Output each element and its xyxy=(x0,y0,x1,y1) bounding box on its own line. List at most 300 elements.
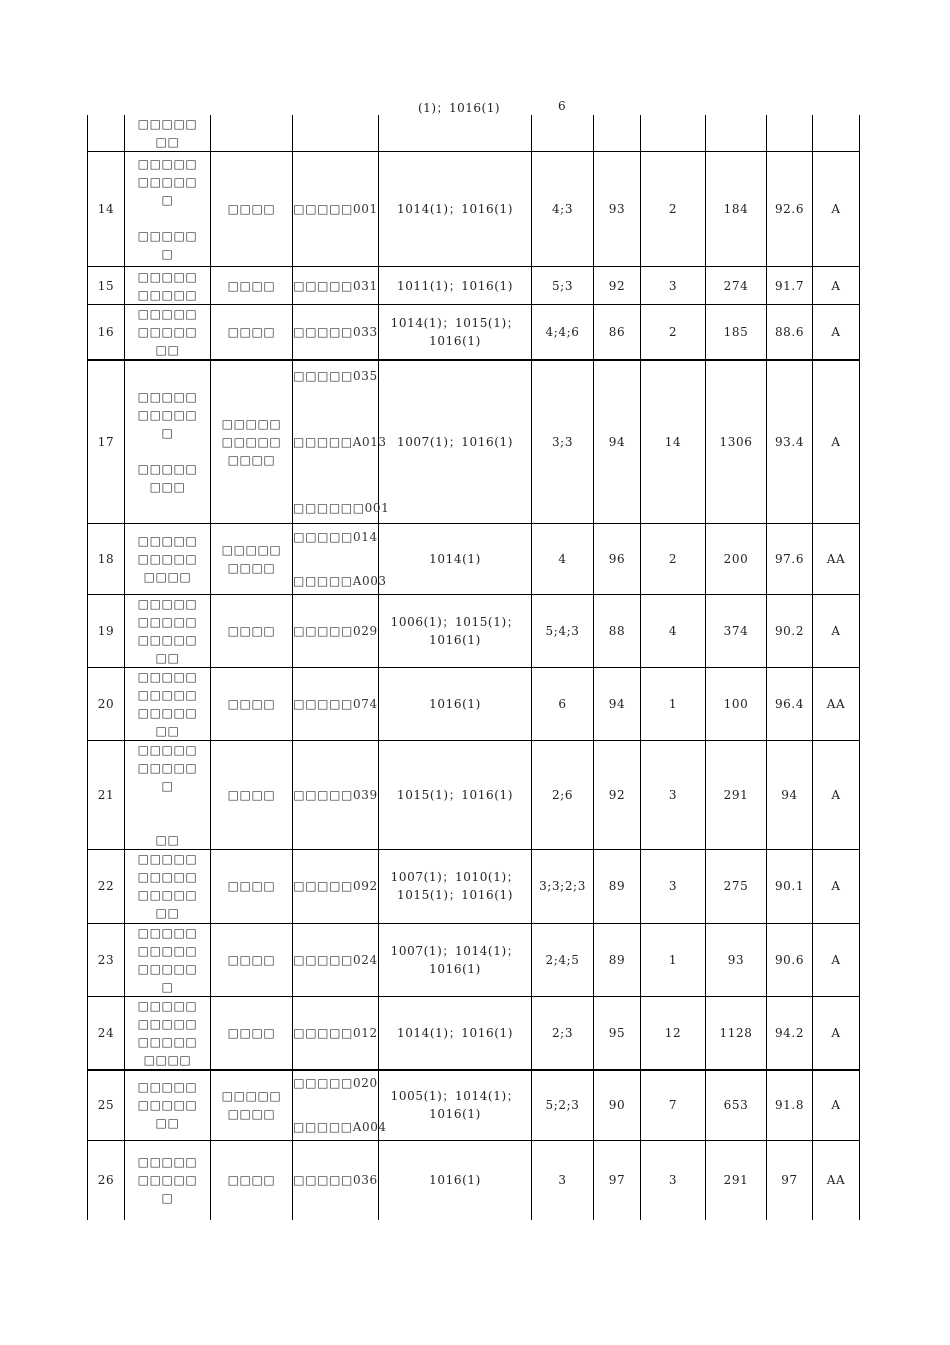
unit-line: □□ xyxy=(155,723,180,738)
problems-value: 1005(1)；1014(1)；1016(1) xyxy=(390,1089,520,1122)
total-value: 88 xyxy=(608,623,626,638)
count-cell xyxy=(641,360,706,523)
table-body xyxy=(88,115,860,1220)
code-line: □□□□□A013 xyxy=(293,434,387,449)
scores-value: 3;3 xyxy=(551,434,574,449)
unit-code-cell xyxy=(293,523,387,594)
total-cell xyxy=(594,740,641,849)
sum-cell xyxy=(706,360,767,523)
grade-value: A xyxy=(831,879,841,893)
unit-line: □□□□□ xyxy=(137,852,198,866)
unit-name-cell xyxy=(125,1070,211,1140)
unit-line: □ xyxy=(161,425,174,440)
avg-value: 90.2 xyxy=(774,623,805,638)
unit-code-cell xyxy=(293,740,379,849)
avg-value: 91.8 xyxy=(774,1098,805,1113)
unit-line: □□□□□ xyxy=(137,461,198,476)
table-row xyxy=(88,667,860,740)
code-line: □□□□□A004 xyxy=(293,1120,387,1135)
no-value: 14 xyxy=(97,202,115,216)
type-line: □□□□ xyxy=(227,623,276,638)
unit-type-cell xyxy=(211,740,293,849)
problems-cell xyxy=(379,1070,532,1140)
avg-value: 96.4 xyxy=(774,696,805,711)
scores-value: 2;6 xyxy=(551,787,574,802)
count-cell xyxy=(641,1070,706,1140)
no-cell xyxy=(88,152,125,267)
count-value: 14 xyxy=(664,434,682,449)
scores-value: 2;4;5 xyxy=(545,952,580,967)
problems-value: 1014(1)；1016(1) xyxy=(396,202,514,216)
total-cell xyxy=(594,115,641,152)
sum-cell xyxy=(706,740,767,849)
code-line: □□□□□001 xyxy=(293,202,378,216)
unit-line: □□□□ xyxy=(143,1052,192,1067)
count-cell xyxy=(641,152,706,267)
grade-cell xyxy=(813,667,860,740)
no-cell xyxy=(88,360,125,523)
count-value: 2 xyxy=(668,551,678,566)
avg-cell xyxy=(767,1070,813,1140)
unit-line: □ xyxy=(161,193,174,207)
count-cell xyxy=(641,923,706,996)
problems-cell xyxy=(379,152,532,267)
count-value: 2 xyxy=(668,325,678,339)
unit-name-cell xyxy=(125,996,211,1070)
total-value: 90 xyxy=(608,1098,626,1113)
avg-cell xyxy=(767,523,813,594)
unit-line: □ xyxy=(161,979,174,994)
code-line: □□□□□039 xyxy=(293,787,378,802)
type-line: □□□□ xyxy=(227,696,276,711)
unit-type-cell xyxy=(211,667,293,740)
no-cell xyxy=(88,1070,125,1140)
unit-line: □□□□□ xyxy=(137,742,198,757)
no-cell xyxy=(88,667,125,740)
problems-value: 1014(1)；1016(1) xyxy=(396,1025,514,1040)
no-cell xyxy=(88,740,125,849)
sum-value: 93 xyxy=(727,952,745,967)
sum-cell xyxy=(706,923,767,996)
unit-line: □□□□□ xyxy=(137,596,198,611)
count-cell xyxy=(641,996,706,1070)
total-cell xyxy=(594,305,641,361)
avg-cell xyxy=(767,667,813,740)
sum-value: 100 xyxy=(723,696,749,711)
total-value: 96 xyxy=(608,551,626,566)
unit-type-cell xyxy=(211,594,293,667)
code-line: □□□□□A003 xyxy=(293,573,387,588)
table-row xyxy=(88,267,860,305)
total-value: 97 xyxy=(608,1173,626,1188)
total-value: 95 xyxy=(608,1025,626,1040)
unit-code-cell xyxy=(293,305,379,361)
avg-value: 92.6 xyxy=(774,202,805,216)
count-value: 2 xyxy=(668,202,678,216)
no-value: 19 xyxy=(97,623,115,638)
scores-cell xyxy=(532,923,594,996)
sum-cell xyxy=(706,849,767,923)
problems-cell xyxy=(379,594,532,667)
unit-name-cell xyxy=(125,360,211,523)
no-value: 21 xyxy=(97,787,115,802)
problems-cell xyxy=(379,305,532,361)
problems-value: 1007(1)；1014(1)；1016(1) xyxy=(390,943,520,976)
count-cell xyxy=(641,667,706,740)
no-cell xyxy=(88,523,125,594)
unit-line: □□□□□ xyxy=(137,1080,198,1095)
avg-value: 90.1 xyxy=(774,879,805,893)
scores-value: 4;3 xyxy=(551,202,574,216)
avg-value: 93.4 xyxy=(774,434,805,449)
count-cell xyxy=(641,740,706,849)
unit-line: □□□ xyxy=(149,479,186,494)
avg-value: 94 xyxy=(781,787,798,802)
scores-cell xyxy=(532,594,594,667)
table-row xyxy=(88,594,860,667)
code-line: □□□□□014 xyxy=(293,529,378,544)
unit-line: □□□□□ xyxy=(137,175,198,189)
total-value: 92 xyxy=(608,787,626,802)
type-line: □□□□□ xyxy=(221,416,282,431)
unit-type-cell xyxy=(211,115,293,152)
count-value: 1 xyxy=(668,696,678,711)
type-line: □□□□□ xyxy=(221,1089,282,1104)
unit-name-cell xyxy=(125,667,211,740)
sum-cell xyxy=(706,667,767,740)
count-cell xyxy=(641,594,706,667)
count-value: 4 xyxy=(668,623,678,638)
unit-type-cell xyxy=(211,360,293,523)
unit-line: □□□□□ xyxy=(137,325,198,339)
problems-value: 1016(1) xyxy=(429,1173,481,1188)
problems-value: 1015(1)；1016(1) xyxy=(396,787,514,802)
count-value: 3 xyxy=(668,879,678,893)
unit-line xyxy=(125,813,210,831)
grade-cell xyxy=(813,152,860,267)
avg-value: 88.6 xyxy=(774,325,805,339)
unit-type-cell xyxy=(211,152,293,267)
problems-cell xyxy=(379,996,532,1070)
no-cell xyxy=(88,594,125,667)
scores-cell xyxy=(532,152,594,267)
total-cell xyxy=(594,667,641,740)
table-row xyxy=(88,360,860,523)
avg-cell xyxy=(767,152,813,267)
no-value: 23 xyxy=(97,952,115,967)
unit-line: □□ xyxy=(155,832,180,847)
scores-value: 5;4;3 xyxy=(545,623,580,638)
type-line: □□□□ xyxy=(227,787,276,802)
problems-cell xyxy=(379,523,532,594)
no-value: 16 xyxy=(97,325,115,339)
no-value: 18 xyxy=(97,551,115,566)
unit-line: □□□□□ xyxy=(137,614,198,629)
type-line: □□□□ xyxy=(227,1025,276,1040)
total-cell xyxy=(594,849,641,923)
scores-cell xyxy=(532,849,594,923)
grade-cell xyxy=(813,594,860,667)
type-line: □□□□ xyxy=(227,452,276,467)
unit-line: □□□□□ xyxy=(137,1016,198,1031)
total-value: 89 xyxy=(608,879,626,893)
problems-cell xyxy=(379,667,532,740)
type-line: □□□□ xyxy=(227,560,276,575)
problems-value: 1011(1)；1016(1) xyxy=(396,278,514,293)
type-line: □□□□ xyxy=(227,202,276,216)
type-line: □□□□ xyxy=(227,325,276,339)
grade-value: A xyxy=(831,278,841,293)
total-value: 93 xyxy=(608,202,626,216)
unit-line: □□□□ xyxy=(143,569,192,584)
count-value: 12 xyxy=(664,1025,682,1040)
avg-value: 97.6 xyxy=(774,551,805,566)
unit-type-cell xyxy=(211,1140,293,1220)
total-cell xyxy=(594,523,641,594)
unit-name-cell xyxy=(125,740,211,849)
scores-cell xyxy=(532,523,594,594)
unit-line: □ xyxy=(161,778,174,793)
sum-value: 653 xyxy=(723,1098,749,1113)
problems-value: 1014(1) xyxy=(429,551,481,566)
sum-cell xyxy=(706,305,767,361)
unit-type-cell xyxy=(211,305,293,361)
unit-line: □□□□□ xyxy=(137,307,198,321)
unit-code-cell xyxy=(293,849,379,923)
grade-value: A xyxy=(831,325,841,339)
grade-value: A xyxy=(831,787,841,802)
unit-name-cell xyxy=(125,923,211,996)
sum-cell xyxy=(706,267,767,305)
count-value: 3 xyxy=(668,1173,678,1188)
grade-value: A xyxy=(831,202,841,216)
unit-line: □□□□□ xyxy=(137,669,198,684)
problems-cell xyxy=(379,1140,532,1220)
grade-cell xyxy=(813,740,860,849)
problems-value: 1006(1)；1015(1)；1016(1) xyxy=(390,614,520,647)
scores-cell xyxy=(532,740,594,849)
avg-cell xyxy=(767,305,813,361)
unit-line: □□□□□ xyxy=(137,533,198,548)
total-cell xyxy=(594,1070,641,1140)
avg-cell xyxy=(767,115,813,152)
total-value: 86 xyxy=(608,325,626,339)
scores-value: 2;3 xyxy=(551,1025,574,1040)
sum-value: 274 xyxy=(723,278,749,293)
no-value: 24 xyxy=(97,1025,115,1040)
code-line: □□□□□012 xyxy=(293,1025,378,1040)
unit-line xyxy=(125,442,210,460)
unit-type-cell xyxy=(211,996,293,1070)
grade-cell xyxy=(813,849,860,923)
table-row xyxy=(88,523,860,594)
total-value: 94 xyxy=(608,434,626,449)
unit-type-cell xyxy=(211,267,293,305)
sum-cell xyxy=(706,996,767,1070)
code-line: □□□□□092 xyxy=(293,879,378,893)
unit-name-cell xyxy=(125,523,211,594)
unit-line: □□□□□ xyxy=(137,687,198,702)
unit-line: □□□□□ xyxy=(137,269,198,284)
no-value: 15 xyxy=(97,278,115,293)
code-line: □□□□□074 xyxy=(293,696,378,711)
avg-cell xyxy=(767,267,813,305)
sum-cell xyxy=(706,1140,767,1220)
sum-value: 291 xyxy=(723,787,749,802)
type-line: □□□□ xyxy=(227,1173,276,1188)
problems-cell xyxy=(379,360,532,523)
count-cell xyxy=(641,305,706,361)
table-row xyxy=(88,1140,860,1220)
unit-line: □□□□□ xyxy=(137,1034,198,1049)
unit-name-cell xyxy=(125,305,211,361)
problems-value: 1014(1)；1015(1)；1016(1) xyxy=(390,316,520,348)
unit-line: □□□□□ xyxy=(137,229,198,243)
avg-cell xyxy=(767,740,813,849)
grade-value: AA xyxy=(826,551,846,566)
scores-cell xyxy=(532,115,594,152)
unit-name-cell xyxy=(125,267,211,305)
grade-value: A xyxy=(831,1025,841,1040)
unit-line: □□□□□ xyxy=(137,705,198,720)
count-cell xyxy=(641,1140,706,1220)
unit-line xyxy=(125,795,210,813)
unit-line: □□□□□ xyxy=(137,943,198,958)
continued-problems-text: (1)；1016(1) xyxy=(418,101,501,115)
scores-value: 4;4;6 xyxy=(545,325,580,339)
problems-value: 1007(1)；1010(1)；1015(1)；1016(1) xyxy=(390,870,520,902)
avg-cell xyxy=(767,923,813,996)
grade-value: AA xyxy=(826,696,846,711)
no-value: 22 xyxy=(97,879,115,893)
code-line: □□□□□033 xyxy=(293,325,378,339)
continued-scores-text: 6 xyxy=(558,99,567,113)
grade-value: A xyxy=(831,623,841,638)
unit-line: □□ xyxy=(155,343,180,357)
code-line: □□□□□036 xyxy=(293,1173,378,1188)
evaluation-table xyxy=(87,115,860,1220)
unit-code-cell xyxy=(293,1070,387,1140)
table-row xyxy=(88,849,860,923)
total-cell xyxy=(594,923,641,996)
grade-cell xyxy=(813,523,860,594)
problems-cell xyxy=(379,849,532,923)
no-cell xyxy=(88,996,125,1070)
total-cell xyxy=(594,1140,641,1220)
total-cell xyxy=(594,360,641,523)
type-line: □□□□ xyxy=(227,278,276,293)
code-line: □□□□□024 xyxy=(293,952,378,967)
grade-cell xyxy=(813,305,860,361)
unit-code-cell xyxy=(293,996,379,1070)
unit-line: □□ xyxy=(155,135,180,149)
no-cell xyxy=(88,115,125,152)
unit-line: □□□□□ xyxy=(137,961,198,976)
avg-value: 97 xyxy=(781,1173,798,1188)
unit-line: □□□□□ xyxy=(137,287,198,302)
type-line: □□□□ xyxy=(227,1107,276,1122)
unit-line: □□□□□ xyxy=(137,551,198,566)
unit-type-cell xyxy=(211,923,293,996)
problems-cell xyxy=(379,923,532,996)
grade-cell xyxy=(813,996,860,1070)
avg-value: 91.7 xyxy=(774,278,805,293)
problems-cell xyxy=(379,267,532,305)
scores-value: 5;2;3 xyxy=(545,1098,580,1113)
scores-cell xyxy=(532,305,594,361)
unit-line: □□□□□ xyxy=(137,760,198,775)
sum-value: 1128 xyxy=(719,1025,753,1040)
grade-value: A xyxy=(831,952,841,967)
total-value: 89 xyxy=(608,952,626,967)
unit-code-cell xyxy=(293,594,379,667)
grade-value: A xyxy=(831,434,841,449)
scores-cell xyxy=(532,267,594,305)
total-cell xyxy=(594,996,641,1070)
grade-cell xyxy=(813,1070,860,1140)
unit-code-cell xyxy=(293,667,379,740)
avg-cell xyxy=(767,1140,813,1220)
no-value: 26 xyxy=(97,1173,115,1188)
unit-line: □□□□□ xyxy=(137,1155,198,1170)
no-cell xyxy=(88,923,125,996)
total-cell xyxy=(594,594,641,667)
scores-cell xyxy=(532,1070,594,1140)
avg-cell xyxy=(767,360,813,523)
code-line: □□□□□020 xyxy=(293,1076,378,1091)
grade-value: AA xyxy=(826,1173,846,1188)
grade-value: A xyxy=(831,1098,841,1113)
no-cell xyxy=(88,849,125,923)
unit-line xyxy=(125,209,210,227)
table-row xyxy=(88,1070,860,1140)
unit-line: □ xyxy=(161,247,174,261)
no-cell xyxy=(88,1140,125,1220)
scores-value: 4 xyxy=(558,551,567,566)
scores-value: 5;3 xyxy=(551,278,574,293)
unit-name-cell xyxy=(125,849,211,923)
unit-line: □□□□□ xyxy=(137,1098,198,1113)
count-cell xyxy=(641,267,706,305)
sum-cell xyxy=(706,115,767,152)
grade-cell xyxy=(813,923,860,996)
scores-value: 6 xyxy=(558,696,567,711)
type-line: □□□□ xyxy=(227,879,276,893)
scores-cell xyxy=(532,360,594,523)
code-line: □□□□□□001 xyxy=(293,500,390,515)
problems-cell xyxy=(379,115,532,152)
unit-line: □□□□□ xyxy=(137,117,198,131)
total-value: 94 xyxy=(608,696,626,711)
unit-type-cell xyxy=(211,523,293,594)
unit-line: □□□□□ xyxy=(137,632,198,647)
sum-value: 185 xyxy=(723,325,749,339)
count-value: 7 xyxy=(668,1098,678,1113)
count-cell xyxy=(641,115,706,152)
unit-line: □ xyxy=(161,1191,174,1206)
type-line: □□□□□ xyxy=(221,434,282,449)
unit-line: □□□□□ xyxy=(137,870,198,884)
no-cell xyxy=(88,267,125,305)
unit-line: □□□□□ xyxy=(137,925,198,940)
sum-value: 291 xyxy=(723,1173,749,1188)
unit-line: □□ xyxy=(155,650,180,665)
unit-line: □□ xyxy=(155,1116,180,1131)
unit-line: □□□□□ xyxy=(137,157,198,171)
grade-cell xyxy=(813,360,860,523)
problems-value: 1016(1) xyxy=(429,696,481,711)
code-line: □□□□□029 xyxy=(293,623,378,638)
